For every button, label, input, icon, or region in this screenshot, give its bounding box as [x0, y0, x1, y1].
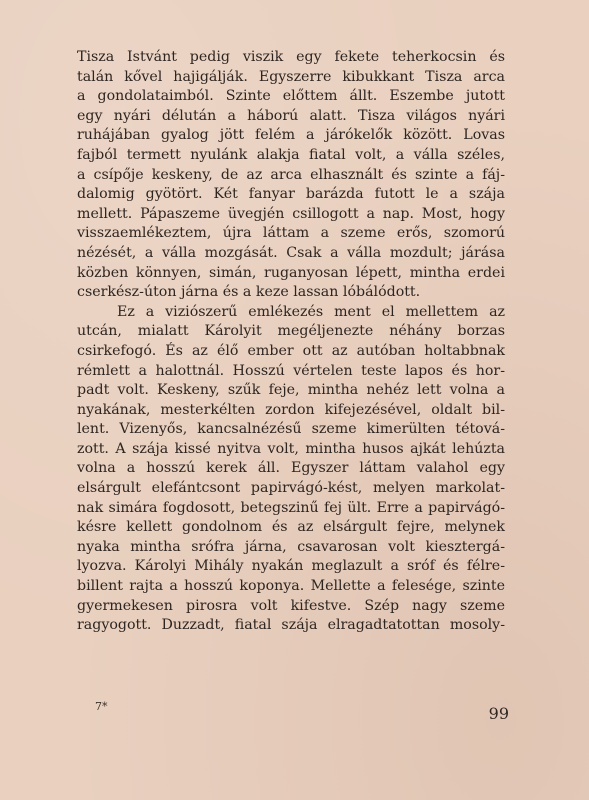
text-line: nyakának, mesterkélten zordon kifejezésével, oldalt bil-: [77, 401, 505, 418]
text-line: lyozva. Károlyi Mihály nyakán meglazult a sróf és félre-: [77, 558, 505, 575]
text-line: késre kellett gondolnom és az elsárgult fejre, melynek: [77, 519, 505, 536]
text-line: billent rajta a hosszú koponya. Mellette a felesége, szinte: [77, 578, 505, 595]
printer-signature-mark: 7*: [95, 700, 108, 713]
text-line: Ez a viziószerű emlékezés ment el mellettem az: [117, 303, 505, 320]
text-line: a gondolataimból. Szinte előttem állt. Eszembe jutott: [77, 88, 505, 105]
text-line: egy nyári délután a háború alatt. Tisza világos nyári: [77, 107, 505, 124]
text-line: ragyogott. Duzzadt, fiatal szája elragadtatottan mosoly-: [77, 617, 505, 634]
text-line: csirkefogó. És az élő ember ott az autóban holtabbnak: [77, 342, 505, 359]
text-line: fajból termett nyulánk alakja fiatal volt, a válla széles,: [77, 146, 505, 163]
text-line: lent. Vizenyős, kancsalnézésű szeme kimerülten tétová-: [77, 421, 505, 438]
text-line: mellett. Pápaszeme üvegjén csillogott a nap. Most, hogy: [77, 205, 505, 222]
body-text: [77, 48, 505, 636]
text-line: dalomig gyötört. Két fanyar barázda futott le a szája: [77, 186, 505, 203]
text-line: visszaemlékeztem, újra láttam a szeme erős, szomorú: [77, 225, 505, 242]
text-line: közben könnyen, simán, ruganyosan lépett, mintha erdei: [77, 264, 505, 281]
text-line: ruhájában gyalog jött felém a járókelők között. Lovas: [77, 127, 505, 144]
text-line: nak simára fogdosott, betegszinű fej ült. Erre a papirvágó-: [77, 499, 505, 516]
text-line: padt volt. Keskeny, szűk feje, mintha nehéz lett volna a: [77, 382, 505, 399]
text-line: rémlett a halottnál. Hosszú vértelen teste lapos és hor-: [77, 362, 505, 379]
text-line: talán kővel hajigálják. Egyszerre kibukkant Tisza arca: [77, 68, 505, 85]
page-footer: [77, 700, 509, 730]
page-number: 99: [488, 704, 509, 723]
text-line: zott. A szája kissé nyitva volt, mintha husos ajkát lehúzta: [77, 440, 505, 457]
text-line: nyaka mintha srófra járna, csavarosan volt kiesztergá-: [77, 538, 505, 555]
text-line: volna a hosszú kerek áll. Egyszer láttam valahol egy: [77, 460, 505, 477]
text-line: a csípője keskeny, de az arca elhasznált és szinte a fáj-: [77, 166, 505, 183]
text-line: Tisza Istvánt pedig viszik egy fekete teherkocsin és: [77, 49, 505, 65]
text-line: nézését, a válla mozgását. Csak a válla mozdult; járása: [77, 244, 505, 261]
text-line: elsárgult elefántcsont papirvágó-kést, melyen markolat-: [77, 480, 505, 497]
text-line: gyermekesen pirosra volt kifestve. Szép nagy szeme: [77, 597, 505, 614]
text-line: utcán, mialatt Károlyit megéljenezte néhány borzas: [77, 323, 505, 340]
text-line: cserkész-úton járna és a keze lassan lóbálódott.: [77, 284, 421, 301]
